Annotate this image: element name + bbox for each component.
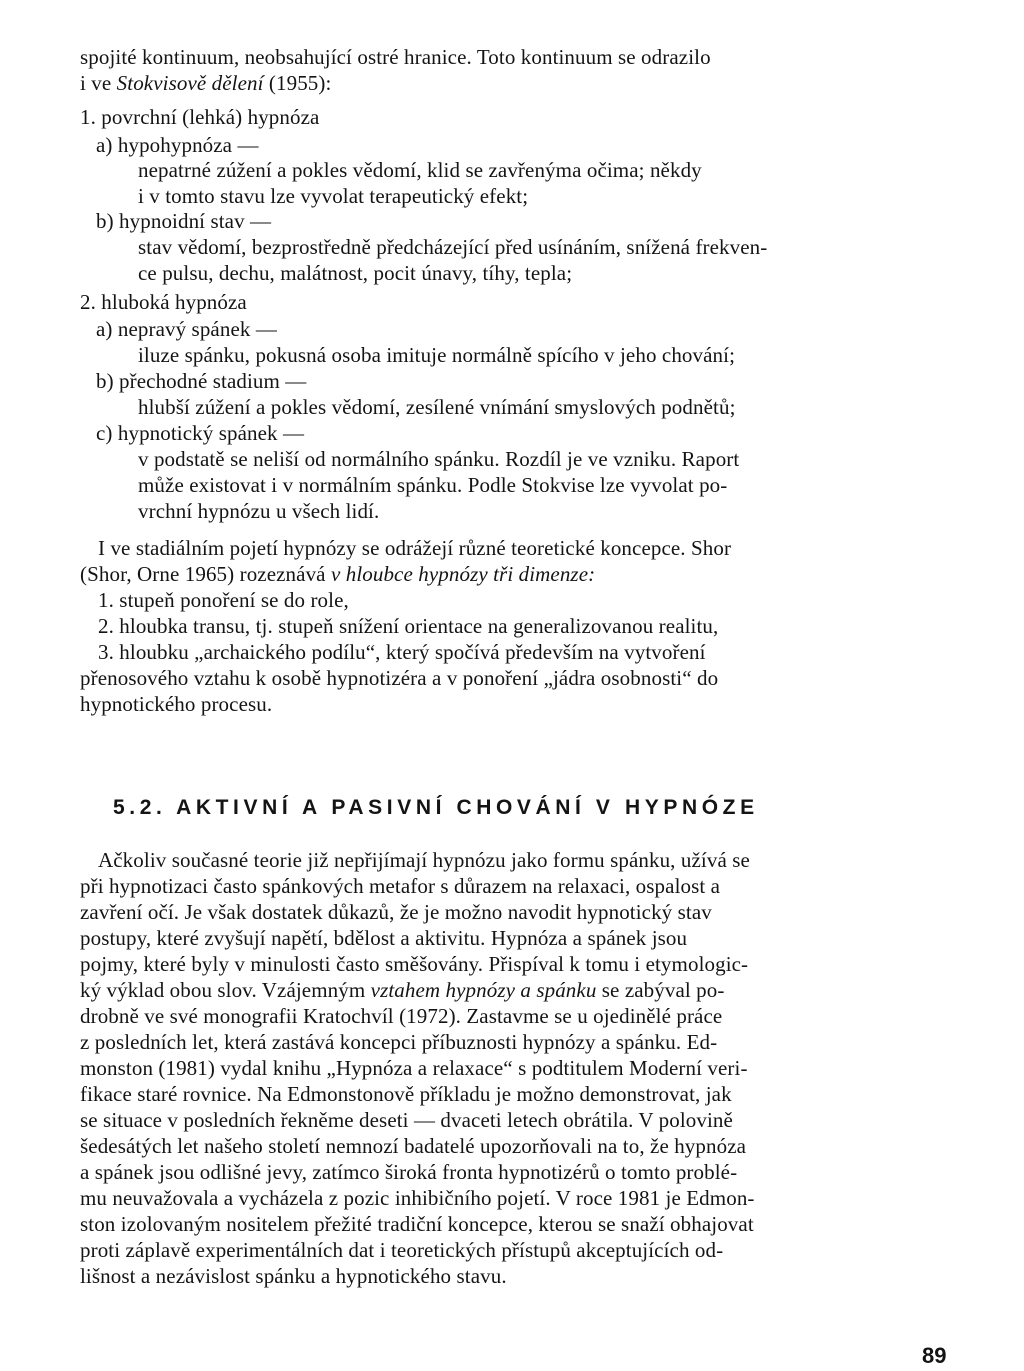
numbered-item: 2. hloubka transu, tj. stupeň snížení orientace na generalizovanou realitu, <box>98 614 719 638</box>
paragraph-line: mu neuvažovala a vycházela z pozic inhibičního pojetí. V roce 1981 je Edmon- <box>80 1186 755 1210</box>
list-item-level-2: 2. hluboká hypnóza <box>80 290 247 314</box>
numbered-item: 3. hloubku „archaického podílu“, který spočívá především na vytvoření <box>98 640 706 664</box>
list-subitem: a) hypohypnóza — <box>96 133 259 157</box>
list-subitem-text: hlubší zúžení a pokles vědomí, zesílené vnímání smyslových podnětů; <box>138 395 736 419</box>
list-subitem: b) hypnoidní stav — <box>96 209 272 233</box>
paragraph-line: (Shor, Orne 1965) rozeznává v hloubce hypnózy tři dimenze: <box>80 562 596 586</box>
paragraph-line: drobně ve své monografii Kratochvíl (1972). Zastavme se u ojedinělé práce <box>80 1004 723 1028</box>
paragraph-line: proti záplavě experimentálních dat i teoretických přístupů akceptujících od- <box>80 1238 724 1262</box>
paragraph-line: ston izolovaným nositelem přežité tradiční koncepce, kterou se snaží obhajovat <box>80 1212 754 1236</box>
list-subitem-text: ce pulsu, dechu, malátnost, pocit únavy, tíhy, tepla; <box>138 261 573 285</box>
paragraph-line: hypnotického procesu. <box>80 692 273 716</box>
list-subitem: b) přechodné stadium — <box>96 369 307 393</box>
list-subitem-text: vrchní hypnózu u všech lidí. <box>138 499 380 523</box>
paragraph-line: při hypnotizaci často spánkových metafor s důrazem na relaxaci, ospalost a <box>80 874 721 898</box>
paragraph-line: pojmy, které byly v minulosti často směšovány. Přispíval k tomu i etymologic- <box>80 952 749 976</box>
text-line: i ve Stokvisově dělení (1955): <box>80 71 332 95</box>
paragraph-line: monston (1981) vydal knihu „Hypnóza a relaxace“ s podtitulem Moderní veri- <box>80 1056 748 1080</box>
paragraph-line: zavření očí. Je však dostatek důkazů, že je možno navodit hypnotický stav <box>80 900 712 924</box>
paragraph-line: ký výklad obou slov. Vzájemným vztahem hypnózy a spánku se zabýval po- <box>80 978 725 1002</box>
list-subitem: c) hypnotický spánek — <box>96 421 305 445</box>
list-subitem-text: v podstatě se neliší od normálního spánku. Rozdíl je ve vzniku. Raport <box>138 447 740 471</box>
italic-term: v hloubce hypnózy tři dimenze: <box>330 562 596 586</box>
paragraph-line: lišnost a nezávislost spánku a hypnotického stavu. <box>80 1264 507 1288</box>
list-item-level-1: 1. povrchní (lehká) hypnóza <box>80 105 320 129</box>
list-subitem: a) nepravý spánek — <box>96 317 277 341</box>
paragraph-line: šedesátých let našeho století nemnozí badatelé upozorňovali na to, že hypnóza <box>80 1134 747 1158</box>
list-subitem-text: i v tomto stavu lze vyvolat terapeutický efekt; <box>138 184 529 208</box>
list-subitem-text: stav vědomí, bezprostředně předcházející před usínáním, snížená frekven- <box>138 235 768 259</box>
paragraph-line: I ve stadiálním pojetí hypnózy se odrážejí různé teoretické koncepce. Shor <box>98 536 732 560</box>
numbered-item: 1. stupeň ponoření se do role, <box>98 588 349 612</box>
paragraph-line: a spánek jsou odlišné jevy, zatímco široká fronta hypnotizérů o tomto problé- <box>80 1160 738 1184</box>
paragraph-line: fikace staré rovnice. Na Edmonstonově příkladu je možno demonstrovat, jak <box>80 1082 732 1106</box>
page-number: 89 <box>922 1343 947 1368</box>
section-heading: 5.2. AKTIVNÍ A PASIVNÍ CHOVÁNÍ V HYPNÓZE <box>113 796 759 819</box>
list-subitem-text: iluze spánku, pokusná osoba imituje normálně spícího v jeho chování; <box>138 343 736 367</box>
list-subitem-text: nepatrné zúžení a pokles vědomí, klid se zavřenýma očima; někdy <box>138 158 702 182</box>
paragraph-line: se situace v posledních řekněme deseti — dvaceti letech obrátila. V polovině <box>80 1108 733 1132</box>
paragraph-line: Ačkoliv současné teorie již nepřijímají hypnózu jako formu spánku, užívá se <box>98 848 750 872</box>
text-line: spojité kontinuum, neobsahující ostré hranice. Toto kontinuum se odrazilo <box>80 45 711 69</box>
list-subitem-text: může existovat i v normálním spánku. Podle Stokvise lze vyvolat po- <box>138 473 728 497</box>
italic-term: Stokvisově dělení <box>116 71 264 95</box>
paragraph-line: z posledních let, která zastává koncepci příbuznosti hypnózy a spánku. Ed- <box>80 1030 718 1054</box>
paragraph-line: postupy, které zvyšují napětí, bdělost a aktivitu. Hypnóza a spánek jsou <box>80 926 688 950</box>
paragraph-line: přenosového vztahu k osobě hypnotizéra a v ponoření „jádra osobnosti“ do <box>80 666 719 690</box>
italic-term: vztahem hypnózy a spánku <box>370 978 597 1002</box>
